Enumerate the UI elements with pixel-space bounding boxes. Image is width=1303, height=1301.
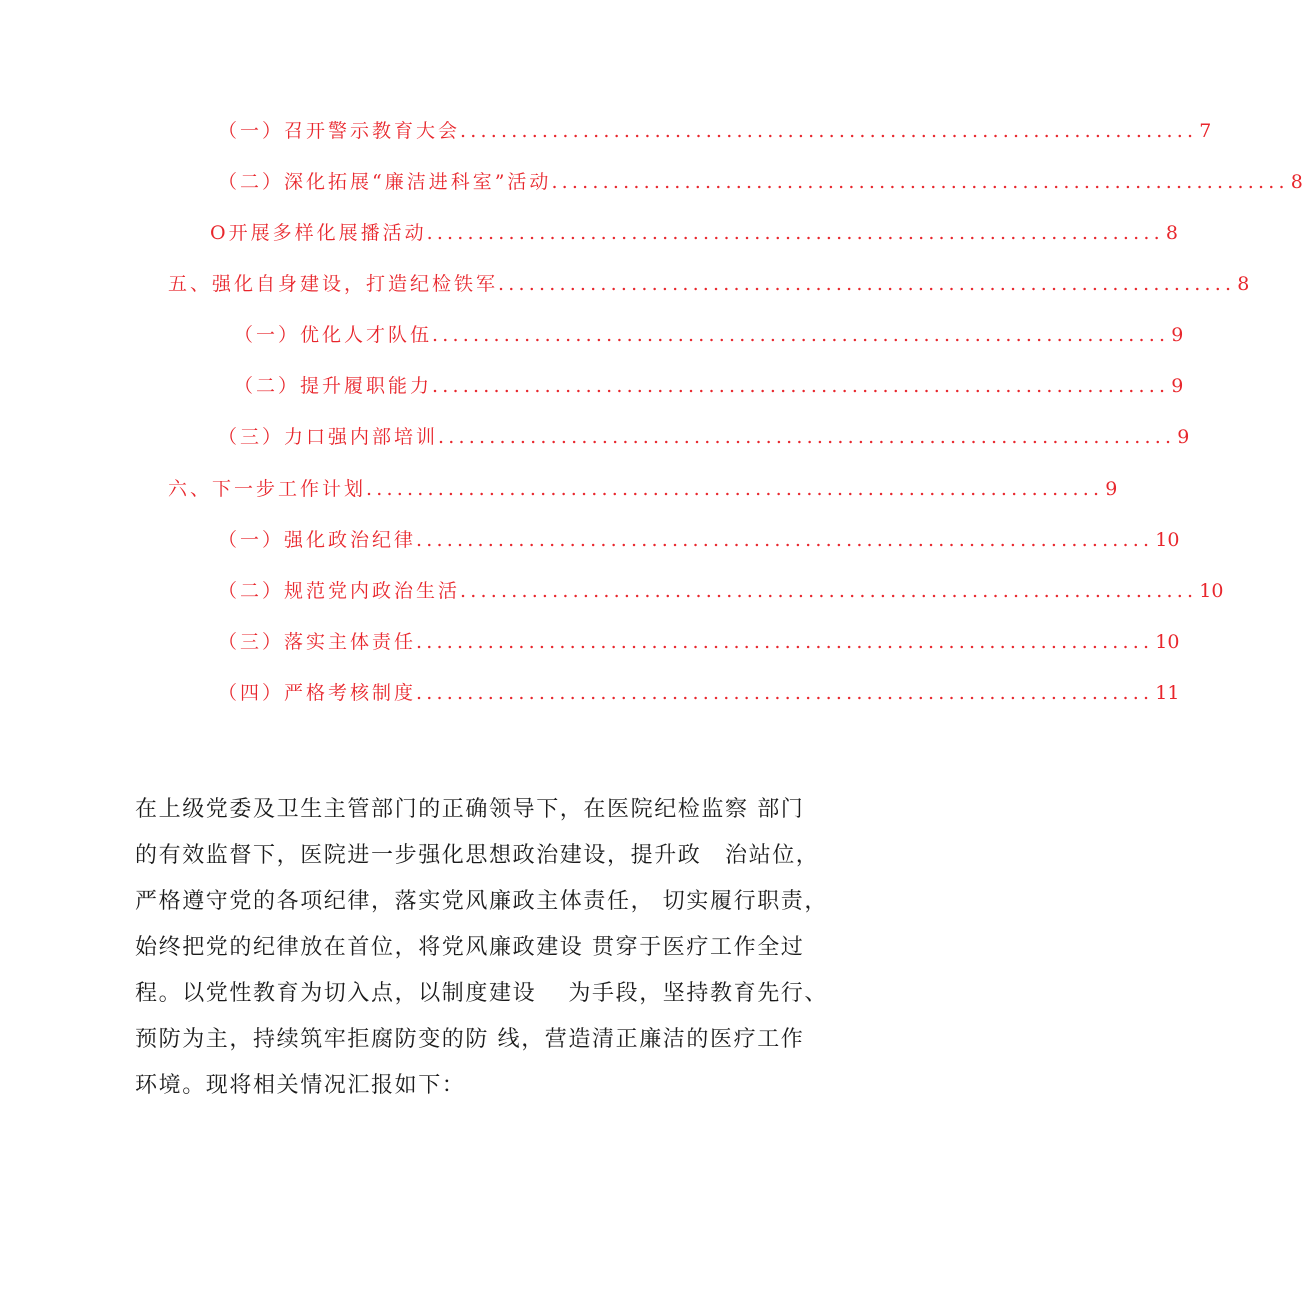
toc-leader-dots: ........................................................................: [460, 580, 1198, 602]
toc-entry-label: （一）召开警示教育大会: [218, 120, 461, 142]
toc-entry-label: （二）深化拓展“廉洁进科室”活动: [218, 171, 552, 193]
toc-entry-label: 六、下一步工作计划: [168, 478, 367, 500]
body-line: 的有效监督下，医院进一步强化思想政治建设，提升政 治站位，: [135, 843, 820, 868]
toc-entry[interactable]: [218, 113, 1212, 143]
body-line: 预防为主，持续筑牢拒腐防变的防 线，营造清正廉洁的医疗工作: [135, 1027, 805, 1052]
toc-entry[interactable]: [168, 471, 1118, 501]
toc-entry-page: 9: [1177, 426, 1190, 448]
toc-entry-label: （三）落实主体责任: [218, 631, 417, 653]
body-line: 程。以党性教育为切入点，以制度建设 为手段，坚持教育先行、: [135, 981, 828, 1006]
toc-entry-label: 五、强化自身建设，打造纪检铁军: [168, 273, 499, 295]
body-line: 始终把党的纪律放在首位，将党风廉政建设 贯穿于医疗工作全过: [135, 935, 805, 960]
body-line: 环境。现将相关情况汇报如下：: [135, 1073, 466, 1098]
toc-leader-dots: ........................................................................: [551, 171, 1289, 193]
body-paragraph: [135, 787, 828, 1109]
toc-entry-page: 10: [1155, 529, 1180, 551]
toc-leader-dots: ........................................................................: [426, 222, 1164, 244]
toc-leader-dots: ........................................................................: [432, 375, 1170, 397]
toc-entry-label: （一）优化人才队伍: [234, 324, 433, 346]
body-line: 在上级党委及卫生主管部门的正确领导下，在医院纪检监察 部门: [135, 797, 805, 822]
toc-leader-dots: ........................................................................: [498, 273, 1236, 295]
toc-entry-page: 7: [1199, 120, 1212, 142]
toc-entry-page: 9: [1171, 324, 1184, 346]
body-line: 严格遵守党的各项纪律，落实党风廉政主体责任， 切实履行职责，: [135, 889, 828, 914]
toc-entry-page: 10: [1155, 631, 1180, 653]
toc-entry-label: （二）提升履职能力: [234, 375, 433, 397]
toc-entry[interactable]: [210, 215, 1178, 245]
toc-entry[interactable]: [218, 675, 1180, 705]
toc-entry[interactable]: [218, 164, 1303, 194]
toc-leader-dots: ........................................................................: [416, 631, 1154, 653]
toc-entry-page: 10: [1199, 580, 1224, 602]
toc-entry[interactable]: [234, 317, 1184, 347]
toc-entry[interactable]: [234, 368, 1184, 398]
toc-entry-page: 8: [1290, 171, 1303, 193]
toc-entry-label: （二）规范党内政治生活: [218, 580, 461, 602]
toc-entry[interactable]: [218, 624, 1180, 654]
toc-entry[interactable]: [218, 573, 1224, 603]
toc-entry-label: O开展多样化展播活动: [210, 222, 427, 244]
toc-entry-page: 11: [1155, 682, 1180, 704]
toc-leader-dots: ........................................................................: [460, 120, 1198, 142]
toc-entry-page: 8: [1165, 222, 1178, 244]
toc-entry-label: （三）力口强内部培训: [218, 426, 439, 448]
toc-entry[interactable]: [168, 266, 1250, 296]
toc-leader-dots: ........................................................................: [438, 426, 1176, 448]
toc-leader-dots: ........................................................................: [432, 324, 1170, 346]
toc-leader-dots: ........................................................................: [416, 529, 1154, 551]
toc-leader-dots: ........................................................................: [366, 478, 1104, 500]
toc-entry-page: 8: [1237, 273, 1250, 295]
toc-entry-label: （四）严格考核制度: [218, 682, 417, 704]
toc-leader-dots: ........................................................................: [416, 682, 1154, 704]
toc-entry-page: 9: [1171, 375, 1184, 397]
toc-entry-page: 9: [1105, 478, 1118, 500]
toc-entry[interactable]: [218, 522, 1180, 552]
toc-entry[interactable]: [218, 419, 1190, 449]
toc-entry-label: （一）强化政治纪律: [218, 529, 417, 551]
